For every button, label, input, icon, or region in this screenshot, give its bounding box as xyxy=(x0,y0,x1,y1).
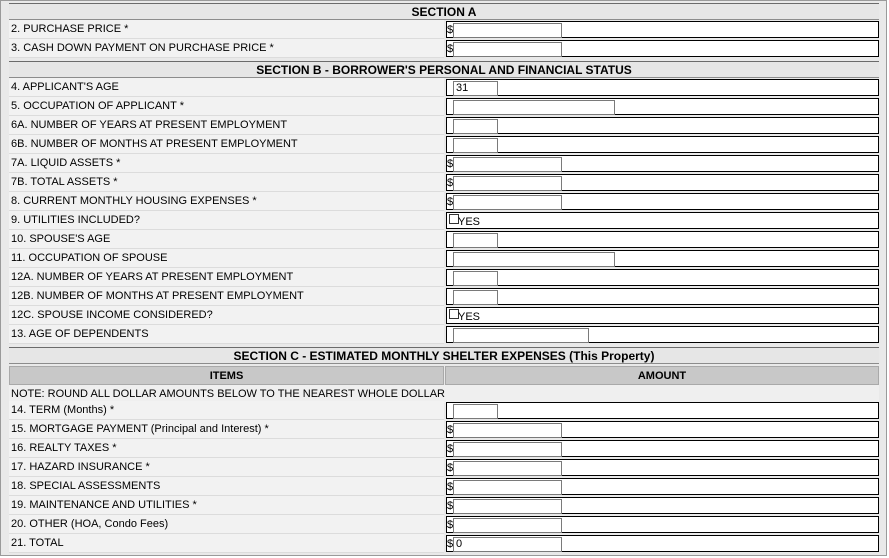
other-fees-input[interactable] xyxy=(453,518,562,533)
row-mortgage-payment xyxy=(9,420,879,439)
total-assets-cell xyxy=(446,174,879,191)
spouse-months-employment-input[interactable] xyxy=(453,290,498,305)
mortgage-payment-cell xyxy=(446,421,879,438)
maintenance-utilities-input[interactable] xyxy=(453,499,562,514)
term-input[interactable] xyxy=(453,404,498,419)
occupation-applicant-input[interactable] xyxy=(453,100,615,115)
spouse-months-employment-cell xyxy=(446,288,879,305)
dollar-sign: $ xyxy=(447,424,454,436)
utilities-yes-label: YES xyxy=(458,216,481,228)
row-years-employment xyxy=(9,116,879,135)
section-c-header xyxy=(9,347,879,364)
term-cell xyxy=(446,402,879,419)
row-realty-taxes xyxy=(9,439,879,458)
table-header xyxy=(9,366,879,385)
years-employment-input[interactable] xyxy=(453,119,498,134)
occupation-applicant-label: 5. OCCUPATION OF APPLICANT * xyxy=(9,97,444,116)
utilities-included-label: 9. UTILITIES INCLUDED? xyxy=(9,211,444,230)
realty-taxes-label: 16. REALTY TAXES * xyxy=(9,439,444,458)
dollar-sign: $ xyxy=(447,538,454,550)
row-special-assessments xyxy=(9,477,879,496)
months-employment-label: 6B. NUMBER OF MONTHS AT PRESENT EMPLOYMENT xyxy=(9,135,444,154)
utilities-included-cell xyxy=(446,212,879,229)
dollar-sign: $ xyxy=(447,462,454,474)
dollar-sign: $ xyxy=(447,196,454,208)
row-liquid-assets xyxy=(9,154,879,173)
age-dependents-label: 13. AGE OF DEPENDENTS xyxy=(9,325,444,344)
special-assessments-input[interactable] xyxy=(453,480,562,495)
row-total xyxy=(9,534,879,553)
years-employment-cell xyxy=(446,117,879,134)
housing-expenses-cell xyxy=(446,193,879,210)
spouse-years-employment-input[interactable] xyxy=(453,271,498,286)
applicant-age-input[interactable]: 31 xyxy=(453,81,498,96)
row-term xyxy=(9,401,879,420)
total-input[interactable]: 0 xyxy=(453,537,562,552)
dollar-sign: $ xyxy=(447,481,454,493)
purchase-price-label: 2. PURCHASE PRICE * xyxy=(9,20,444,39)
applicant-age-label: 4. APPLICANT'S AGE xyxy=(9,78,444,97)
occupation-applicant-cell xyxy=(446,98,879,115)
spouse-months-employment-label: 12B. NUMBER OF MONTHS AT PRESENT EMPLOYMENT xyxy=(9,287,444,306)
row-utilities-included xyxy=(9,211,879,230)
row-spouse-years-employment xyxy=(9,268,879,287)
years-employment-label: 6A. NUMBER OF YEARS AT PRESENT EMPLOYMENT xyxy=(9,116,444,135)
spouse-age-label: 10. SPOUSE'S AGE xyxy=(9,230,444,249)
total-assets-label: 7B. TOTAL ASSETS * xyxy=(9,173,444,192)
occupation-spouse-label: 11. OCCUPATION OF SPOUSE xyxy=(9,249,444,268)
realty-taxes-cell xyxy=(446,440,879,457)
mortgage-payment-input[interactable] xyxy=(453,423,562,438)
months-employment-input[interactable] xyxy=(453,138,498,153)
dollar-sign: $ xyxy=(447,519,454,531)
other-fees-cell xyxy=(446,516,879,533)
maintenance-utilities-label: 19. MAINTENANCE AND UTILITIES * xyxy=(9,496,444,515)
term-label: 14. TERM (Months) * xyxy=(9,401,444,420)
dollar-sign: $ xyxy=(447,443,454,455)
section-a-title: SECTION A xyxy=(411,4,477,19)
cash-down-payment-cell xyxy=(446,40,879,57)
row-spouse-age xyxy=(9,230,879,249)
row-spouse-months-employment xyxy=(9,287,879,306)
dollar-sign: $ xyxy=(447,158,454,170)
section-a-header xyxy=(9,3,879,20)
cash-down-payment-input[interactable] xyxy=(453,42,562,57)
row-applicant-age xyxy=(9,78,879,97)
liquid-assets-cell xyxy=(446,155,879,172)
dollar-sign: $ xyxy=(447,43,454,55)
age-dependents-input[interactable] xyxy=(453,328,589,343)
row-other-fees xyxy=(9,515,879,534)
other-fees-label: 20. OTHER (HOA, Condo Fees) xyxy=(9,515,444,534)
total-label: 21. TOTAL xyxy=(9,534,444,553)
liquid-assets-label: 7A. LIQUID ASSETS * xyxy=(9,154,444,173)
row-hazard-insurance xyxy=(9,458,879,477)
housing-expenses-input[interactable] xyxy=(453,195,562,210)
dollar-sign: $ xyxy=(447,24,454,36)
row-spouse-income-considered xyxy=(9,306,879,325)
purchase-price-input[interactable] xyxy=(453,23,562,38)
row-occupation-applicant xyxy=(9,97,879,116)
total-assets-input[interactable] xyxy=(453,176,562,191)
row-housing-expenses xyxy=(9,192,879,211)
row-maintenance-utilities xyxy=(9,496,879,515)
spouse-income-considered-cell xyxy=(446,307,879,324)
total-cell xyxy=(446,535,879,552)
spouse-years-employment-cell xyxy=(446,269,879,286)
amount-column-header: AMOUNT xyxy=(445,366,879,385)
occupation-spouse-cell xyxy=(446,250,879,267)
hazard-insurance-label: 17. HAZARD INSURANCE * xyxy=(9,458,444,477)
months-employment-cell xyxy=(446,136,879,153)
mortgage-payment-label: 15. MORTGAGE PAYMENT (Principal and Interest) * xyxy=(9,420,444,439)
hazard-insurance-cell xyxy=(446,459,879,476)
spouse-age-cell xyxy=(446,231,879,248)
liquid-assets-input[interactable] xyxy=(453,157,562,172)
row-total-assets xyxy=(9,173,879,192)
dollar-sign: $ xyxy=(447,500,454,512)
row-occupation-spouse xyxy=(9,249,879,268)
section-b-header xyxy=(9,61,879,78)
cash-down-payment-label: 3. CASH DOWN PAYMENT ON PURCHASE PRICE * xyxy=(9,39,444,58)
row-months-employment xyxy=(9,135,879,154)
row-cash-down-payment xyxy=(9,39,879,58)
rounding-note: NOTE: ROUND ALL DOLLAR AMOUNTS BELOW TO THE NEAREST WHOLE DOLLAR xyxy=(9,385,879,403)
housing-expenses-label: 8. CURRENT MONTHLY HOUSING EXPENSES * xyxy=(9,192,444,211)
spouse-age-input[interactable] xyxy=(453,233,498,248)
special-assessments-label: 18. SPECIAL ASSESSMENTS xyxy=(9,477,444,496)
spouse-income-considered-label: 12C. SPOUSE INCOME CONSIDERED? xyxy=(9,306,444,325)
items-column-header: ITEMS xyxy=(9,366,444,385)
age-dependents-cell xyxy=(446,326,879,343)
special-assessments-cell xyxy=(446,478,879,495)
spouse-years-employment-label: 12A. NUMBER OF YEARS AT PRESENT EMPLOYMENT xyxy=(9,268,444,287)
row-age-dependents xyxy=(9,325,879,344)
section-b-title: SECTION B - BORROWER'S PERSONAL AND FINANCIAL STATUS xyxy=(256,62,632,77)
spouse-income-yes-label: YES xyxy=(458,311,481,323)
realty-taxes-input[interactable] xyxy=(453,442,562,457)
purchase-price-cell xyxy=(446,21,879,38)
section-c-title: SECTION C - ESTIMATED MONTHLY SHELTER EXPENSES (This Property) xyxy=(233,348,655,363)
occupation-spouse-input[interactable] xyxy=(453,252,615,267)
row-purchase-price xyxy=(9,20,879,39)
applicant-age-cell xyxy=(446,79,879,96)
hazard-insurance-input[interactable] xyxy=(453,461,562,476)
maintenance-utilities-cell xyxy=(446,497,879,514)
dollar-sign: $ xyxy=(447,177,454,189)
